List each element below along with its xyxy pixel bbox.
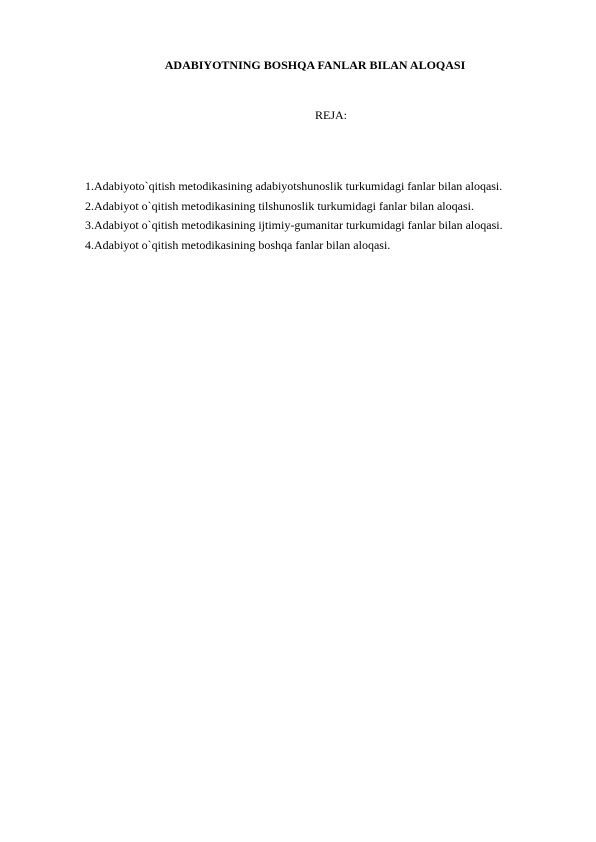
plan-item: 2.Adabiyot o`qitish metodikasining tilshunoslik turkumidagi fanlar bilan aloqasi. bbox=[85, 198, 474, 213]
plan-list bbox=[85, 177, 551, 255]
plan-item: 4.Adabiyot o`qitish metodikasining boshqa fanlar bilan aloqasi. bbox=[85, 237, 391, 252]
document-title: ADABIYOTNING BOSHQA FANLAR BILAN ALOQASI bbox=[164, 58, 466, 72]
plan-item: 1.Adabiyoto`qitish metodikasining adabiyotshunoslik turkumidagi fanlar bilan aloqasi. bbox=[85, 179, 503, 193]
plan-heading: REJA: bbox=[314, 108, 347, 122]
plan-item: 3.Adabiyot o`qitish metodikasining ijtimiy-gumanitar turkumidagi fanlar bilan aloqasi. bbox=[85, 218, 503, 233]
